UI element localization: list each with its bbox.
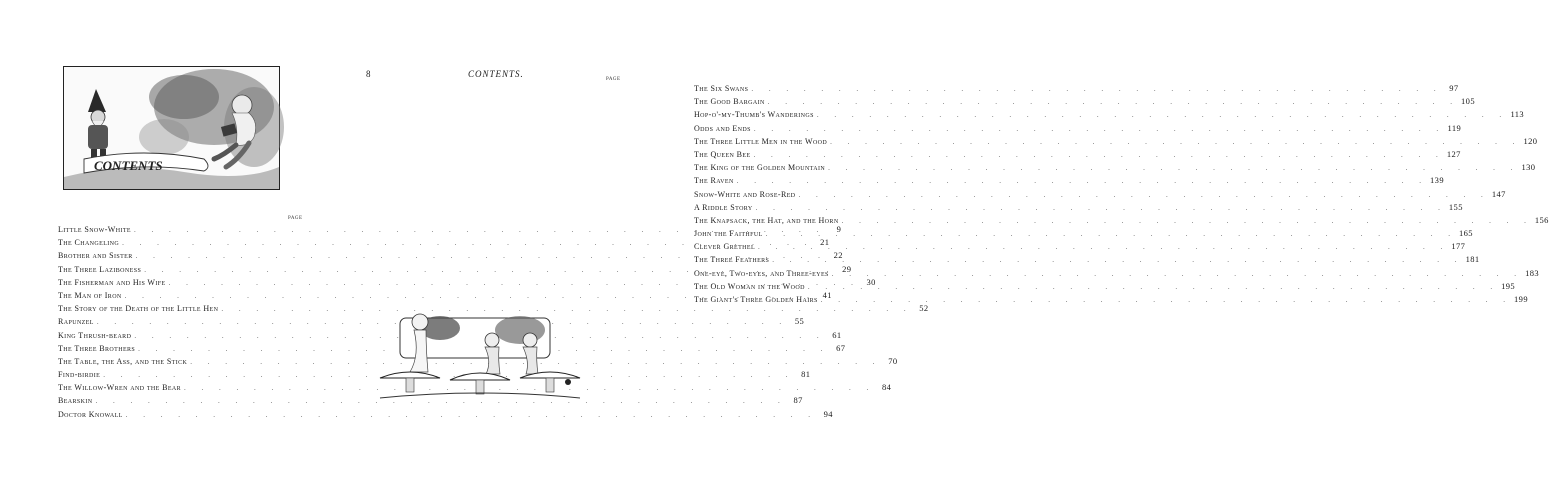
toc-entry-page: 97 xyxy=(1449,83,1459,93)
toc-entry-page: 105 xyxy=(1461,96,1475,107)
toc-entry xyxy=(694,254,1480,267)
toc-entry-page: 113 xyxy=(1510,109,1525,120)
toc-entry-page: 130 xyxy=(1521,162,1536,173)
toc-entry-title: One-eye, Two-eyes, and Three-eyes xyxy=(694,268,829,278)
toc-entry xyxy=(694,280,1516,294)
toc-entry xyxy=(694,122,1462,136)
toc-entry-title: Rapunzel xyxy=(58,317,94,327)
toc-entry-page: 177 xyxy=(1451,241,1466,252)
page-column-label-right: PAGE xyxy=(606,77,621,82)
toc-entry-title: The Three Little Men in the Wood xyxy=(694,136,828,146)
toc-entry-title: The Table, the Ass, and the Stick xyxy=(58,356,188,366)
toc-entry xyxy=(58,382,892,395)
toc-entry xyxy=(58,303,929,316)
illustration-title: CONTENTS xyxy=(94,158,163,173)
toc-entry-page: 155 xyxy=(1448,201,1463,212)
toc-entry xyxy=(694,162,1536,175)
toc-entry xyxy=(694,175,1444,188)
toc-entry xyxy=(694,109,1525,122)
toc-entry-page: 119 xyxy=(1447,122,1462,133)
toc-entry-page: 55 xyxy=(794,316,805,327)
toc-entry-title: The Story of the Death of the Little Hen xyxy=(58,304,219,314)
toc-entry-title: King Thrush-beard xyxy=(58,330,132,340)
toc-leader-dots xyxy=(754,125,1445,133)
toc-leader-dots xyxy=(808,283,1499,291)
toc-entry-title: The Fisherman and His Wife xyxy=(58,277,166,287)
toc-entry-page: 84 xyxy=(881,382,892,393)
toc-entry-title: The Three Feathers xyxy=(694,255,770,265)
toc-entry xyxy=(694,201,1463,215)
toc-entry-title: The Six Swans xyxy=(694,84,749,93)
toc-entry-title: The Raven xyxy=(694,176,734,186)
toc-leader-dots xyxy=(828,164,1519,172)
toc-leader-dots xyxy=(768,98,1459,106)
toc-entry-page: 156 xyxy=(1534,214,1549,225)
toc-entry-title: Find-birdie xyxy=(58,370,101,380)
toc-entry-title: Little Snow-White xyxy=(58,225,131,234)
toc-entry-page: 9 xyxy=(836,224,842,234)
toc-entry xyxy=(694,294,1528,307)
toc-entry-page: 120 xyxy=(1523,135,1538,146)
toc-entry xyxy=(58,395,803,408)
toc-entry xyxy=(58,408,833,422)
toc-entry-page: 199 xyxy=(1514,294,1528,304)
toc-entry-title: Brother and Sister xyxy=(58,251,133,261)
toc-entry-title: The Changeling xyxy=(58,238,120,248)
toc-entry xyxy=(694,188,1506,202)
toc-entry-page: 181 xyxy=(1465,254,1480,265)
toc-entry-title: Bearskin xyxy=(58,396,93,406)
running-head: CONTENTS. xyxy=(468,69,524,79)
toc-entry-page: 147 xyxy=(1491,188,1506,199)
toc-entry-page: 30 xyxy=(866,276,876,287)
toc-leader-dots xyxy=(832,270,1523,278)
gnome-and-child-drawing xyxy=(64,67,279,189)
toc-leader-dots xyxy=(766,230,1457,238)
toc-entry-title: A Riddle Story xyxy=(694,202,753,212)
toc-leader-dots xyxy=(737,177,1428,185)
toc-entry-title: Clever Grethel xyxy=(694,242,756,252)
page-column-label-left: PAGE xyxy=(288,216,303,221)
toc-entry-title: The Three Brothers xyxy=(58,343,136,353)
children-mushrooms-illustration xyxy=(380,300,580,410)
toc-entry xyxy=(694,83,1459,96)
toc-entry xyxy=(694,96,1475,109)
toc-leader-dots xyxy=(756,204,1447,212)
toc-entry xyxy=(58,316,805,329)
toc-entry xyxy=(58,342,846,356)
toc-entry-title: Hop-o'-my-Thumb's Wanderings xyxy=(694,110,814,120)
toc-entry xyxy=(58,355,898,369)
toc-entry-page: 94 xyxy=(823,408,833,419)
toc-entry-title: John the Faithful xyxy=(694,229,763,239)
toc-leader-dots xyxy=(799,191,1490,199)
toc-entry-page: 139 xyxy=(1430,175,1444,186)
toc-entry-title: Odds and Ends xyxy=(694,123,751,133)
toc-entry-title: Doctor Knowall xyxy=(58,409,123,419)
toc-entry xyxy=(58,369,811,382)
toc-entry xyxy=(694,267,1540,281)
toc-leader-dots xyxy=(758,243,1449,251)
toc-entry xyxy=(694,241,1466,254)
toc-entry xyxy=(694,148,1461,162)
toc-entry-page: 61 xyxy=(832,329,842,340)
contents-header-illustration xyxy=(63,66,280,190)
toc-leader-dots xyxy=(754,151,1445,159)
toc-entry-page: 22 xyxy=(833,250,843,261)
toc-entry-page: 67 xyxy=(836,342,846,353)
toc-list-right xyxy=(694,83,1549,307)
toc-leader-dots xyxy=(751,85,1442,93)
toc-entry-page: 87 xyxy=(793,395,803,406)
toc-leader-dots xyxy=(842,217,1533,225)
toc-entry xyxy=(694,135,1538,149)
toc-leader-dots xyxy=(772,256,1463,264)
toc-entry-title: Snow-White and Rose-Red xyxy=(694,189,796,199)
children-on-mushrooms-drawing xyxy=(380,300,580,410)
toc-entry xyxy=(58,329,842,343)
toc-entry-page: 165 xyxy=(1459,228,1473,239)
toc-leader-dots xyxy=(830,138,1521,146)
toc-entry-title: The Giant's Three Golden Hairs xyxy=(694,295,818,304)
toc-leader-dots xyxy=(821,296,1512,304)
toc-entry-title: The Good Bargain xyxy=(694,97,765,107)
toc-entry-page: 70 xyxy=(888,355,898,366)
toc-entry-page: 21 xyxy=(820,237,830,248)
toc-entry-page: 195 xyxy=(1501,280,1516,291)
toc-entry xyxy=(694,214,1549,228)
toc-entry-page: 183 xyxy=(1525,267,1540,278)
toc-entry-page: 29 xyxy=(842,263,852,274)
toc-entry-title: The Queen Bee xyxy=(694,149,751,159)
toc-entry-title: The King of the Golden Mountain xyxy=(694,163,826,173)
toc-entry-page: 81 xyxy=(801,369,811,380)
toc-leader-dots xyxy=(817,111,1508,119)
toc-entry-page: 41 xyxy=(822,289,832,300)
toc-entry-title: The Knapsack, the Hat, and the Horn xyxy=(694,215,839,225)
toc-entry-title: The Three Laziboness xyxy=(58,264,142,274)
toc-entry-title: The Man of Iron xyxy=(58,290,122,300)
toc-entry-page: 127 xyxy=(1446,148,1461,159)
toc-entry xyxy=(694,228,1473,241)
toc-entry-page: 52 xyxy=(919,303,929,314)
page-number: 8 xyxy=(366,69,371,79)
toc-entry-title: The Old Woman in the Wood xyxy=(694,281,805,291)
toc-entry-title: The Willow-Wren and the Bear xyxy=(58,383,182,393)
